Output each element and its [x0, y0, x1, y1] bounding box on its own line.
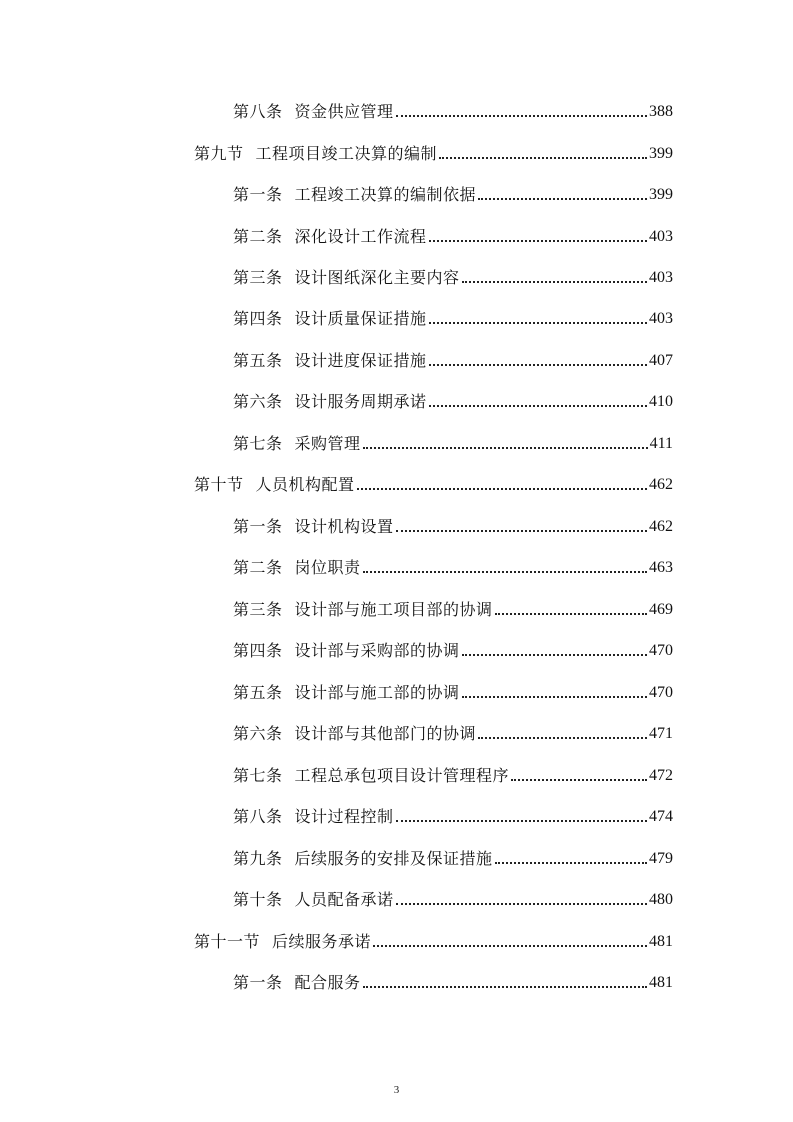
toc-entry-page: 481: [649, 974, 673, 991]
toc-entry-title: 资金供应管理: [294, 102, 394, 121]
toc-entry[interactable]: [233, 388, 673, 412]
toc-entry-page: 403: [649, 228, 673, 245]
toc-entry-page: 462: [649, 476, 673, 493]
toc-entry-title: 设计部与施工项目部的协调: [294, 600, 493, 619]
toc-entry-title: 人员机构配置: [255, 475, 355, 494]
dot-leader: [462, 696, 647, 698]
toc-entry-page: 469: [649, 601, 673, 618]
dot-leader: [429, 322, 647, 324]
toc-entry[interactable]: [233, 430, 673, 454]
toc-entry-title: 设计进度保证措施: [294, 351, 427, 370]
dot-leader: [495, 613, 647, 615]
toc-entry-page: 388: [649, 103, 673, 120]
toc-section-entry[interactable]: [194, 928, 673, 952]
toc-entry-number: 第九节: [194, 144, 244, 163]
toc-entry-title: 工程总承包项目设计管理程序: [294, 766, 510, 785]
toc-entry[interactable]: [233, 845, 673, 869]
toc-entry-number: 第七条: [233, 766, 283, 785]
toc-entry-title: 设计图纸深化主要内容: [294, 268, 460, 287]
toc-entry-page: 463: [649, 559, 673, 576]
dot-leader: [373, 945, 647, 947]
toc-entry[interactable]: [233, 679, 673, 703]
toc-entry[interactable]: [233, 596, 673, 620]
dot-leader: [396, 115, 647, 117]
toc-entry[interactable]: [233, 803, 673, 827]
toc-entry-page: 407: [649, 352, 673, 369]
dot-leader: [363, 571, 647, 573]
toc-entry-title: 设计服务周期承诺: [294, 392, 427, 411]
dot-leader: [363, 986, 647, 988]
toc-entry-number: 第一条: [233, 185, 283, 204]
toc-entry-number: 第八条: [233, 102, 283, 121]
toc-entry[interactable]: [233, 554, 673, 578]
toc-entry-page: 474: [649, 808, 673, 825]
toc-entry-page: 403: [649, 269, 673, 286]
toc-entry-page: 471: [649, 725, 673, 742]
dot-leader: [396, 820, 647, 822]
toc-entry-page: 399: [649, 186, 673, 203]
toc-entry-page: 410: [649, 393, 673, 410]
toc-entry-page: 462: [649, 518, 673, 535]
toc-entry-title: 配合服务: [294, 973, 361, 992]
toc-entry[interactable]: [233, 969, 673, 993]
toc-entry-page: 470: [649, 684, 673, 701]
toc-entry-number: 第三条: [233, 600, 283, 619]
page-number: 3: [393, 1084, 400, 1096]
toc-entry-page: 472: [649, 767, 673, 784]
toc-entry-number: 第四条: [233, 641, 283, 660]
toc-entry-page: 479: [649, 850, 673, 867]
dot-leader: [439, 157, 647, 159]
toc-entry-number: 第五条: [233, 351, 283, 370]
toc-entry-number: 第五条: [233, 683, 283, 702]
toc-entry-number: 第三条: [233, 268, 283, 287]
toc-entry-title: 设计部与施工部的协调: [294, 683, 460, 702]
toc-entry-page: 403: [649, 310, 673, 327]
toc-entry[interactable]: [233, 347, 673, 371]
toc-entry-title: 采购管理: [294, 434, 361, 453]
toc-entry-page: 481: [649, 933, 673, 950]
toc-entry-title: 设计机构设置: [294, 517, 394, 536]
dot-leader: [357, 488, 647, 490]
toc-entry-number: 第六条: [233, 724, 283, 743]
dot-leader: [429, 405, 647, 407]
toc-entry[interactable]: [233, 98, 673, 122]
toc-entry-number: 第二条: [233, 227, 283, 246]
toc-entry[interactable]: [233, 305, 673, 329]
dot-leader: [363, 447, 648, 449]
toc-section-entry[interactable]: [194, 471, 673, 495]
toc-entry-title: 后续服务的安排及保证措施: [294, 849, 493, 868]
dot-leader: [429, 364, 647, 366]
dot-leader: [396, 903, 647, 905]
dot-leader: [495, 862, 647, 864]
toc-entry-title: 设计过程控制: [294, 807, 394, 826]
toc-entry-page: 411: [649, 435, 673, 452]
toc-entry[interactable]: [233, 223, 673, 247]
toc-entry-title: 深化设计工作流程: [294, 227, 427, 246]
toc-entry-page: 480: [649, 891, 673, 908]
dot-leader: [396, 530, 647, 532]
dot-leader: [429, 240, 647, 242]
toc-entry-number: 第八条: [233, 807, 283, 826]
toc-entry-number: 第十一节: [194, 932, 261, 951]
toc-entry-number: 第一条: [233, 973, 283, 992]
dot-leader: [478, 737, 647, 739]
toc-entry-title: 设计部与其他部门的协调: [294, 724, 477, 743]
toc-entry-number: 第十节: [194, 475, 244, 494]
dot-leader: [478, 198, 647, 200]
toc-entry-page: 399: [649, 145, 673, 162]
toc-entry[interactable]: [233, 720, 673, 744]
toc-entry-number: 第九条: [233, 849, 283, 868]
toc-entry-number: 第一条: [233, 517, 283, 536]
toc-entry-title: 工程竣工决算的编制依据: [294, 185, 477, 204]
toc-entry-title: 设计质量保证措施: [294, 309, 427, 328]
toc-entry[interactable]: [233, 762, 673, 786]
toc-entry-number: 第二条: [233, 558, 283, 577]
toc-entry-number: 第四条: [233, 309, 283, 328]
dot-leader: [462, 281, 647, 283]
toc-entry[interactable]: [233, 637, 673, 661]
toc-entry[interactable]: [233, 886, 673, 910]
toc-entry[interactable]: [233, 181, 673, 205]
toc-entry-title: 岗位职责: [294, 558, 361, 577]
toc-entry-title: 设计部与采购部的协调: [294, 641, 460, 660]
dot-leader: [462, 654, 647, 656]
toc-entry[interactable]: [233, 513, 673, 537]
dot-leader: [511, 779, 647, 781]
toc-entry-number: 第六条: [233, 392, 283, 411]
toc-entry-number: 第十条: [233, 890, 283, 909]
toc-entry-page: 470: [649, 642, 673, 659]
toc-entry[interactable]: [233, 264, 673, 288]
toc-entry-title: 人员配备承诺: [294, 890, 394, 909]
toc-section-entry[interactable]: [194, 140, 673, 164]
toc-entry-title: 后续服务承诺: [272, 932, 372, 951]
toc-entry-title: 工程项目竣工决算的编制: [255, 144, 438, 163]
toc-entry-number: 第七条: [233, 434, 283, 453]
